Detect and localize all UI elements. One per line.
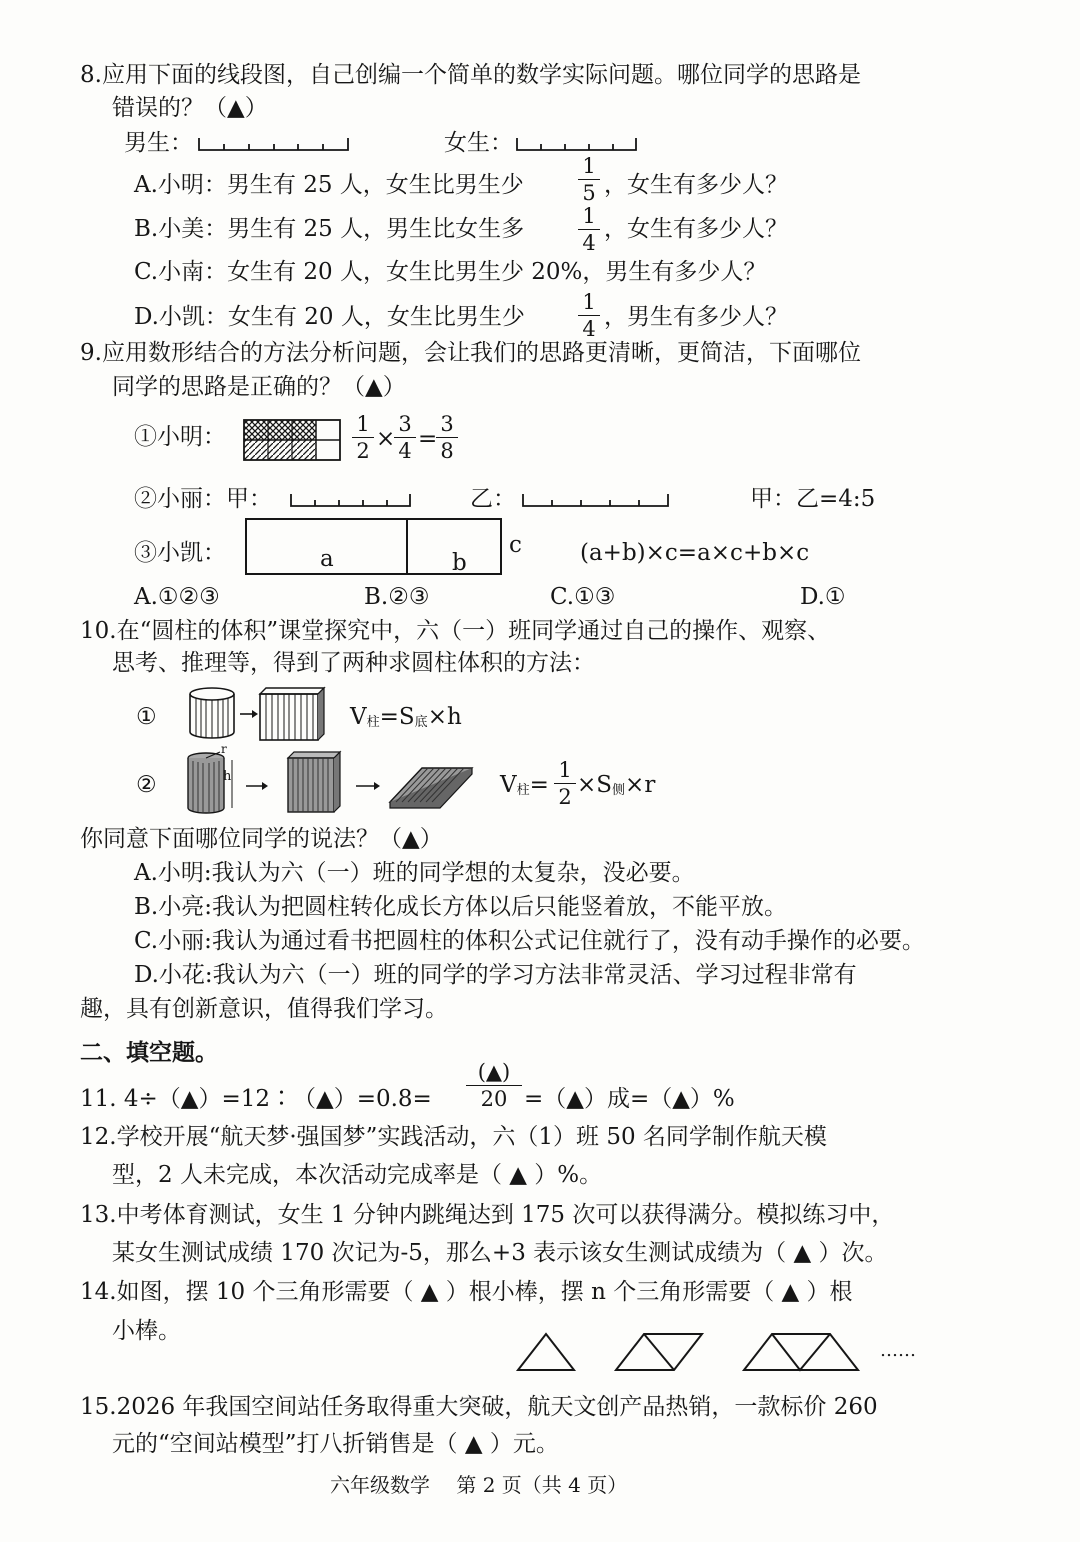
q8-option-b[interactable]: B.小美：男生有 25 人，男生比女生多 — [134, 216, 525, 242]
q10-option-d-line2: 趣，具有创新意识，值得我们学习。 — [80, 996, 448, 1022]
cylinder-height-label: h — [223, 769, 232, 784]
q11-right: =（▲）成=（▲）% — [524, 1086, 735, 1112]
q8-girls-label: 女生： — [444, 130, 513, 156]
q8-stem-line1: 8.应用下面的线段图，自己创编一个简单的数学实际问题。哪位同学的思路是 — [80, 62, 861, 88]
q8-stem-line2: 错误的？（▲） — [112, 95, 268, 121]
page-footer: 六年级数学 第 2 页（共 4 页） — [330, 1473, 628, 1497]
q12-line2: 型，2 人未完成，本次活动完成率是（ ▲ ）%。 — [112, 1162, 603, 1188]
q9-option-a[interactable]: A.①②③ — [134, 584, 220, 610]
q10-method1-formula: V柱=S底×h — [350, 704, 462, 730]
q13-line2: 某女生测试成绩 170 次记为-5，那么+3 表示该女生测试成绩为（ ▲ ）次。 — [112, 1240, 888, 1266]
q10-stem-line1: 10.在“圆柱的体积”课堂探究中，六（一）班同学通过自己的操作、观察、 — [80, 618, 831, 644]
q10-method2-formula-left: V柱= — [500, 772, 549, 798]
li-segment-jia — [290, 490, 412, 508]
ming-equals: = — [418, 426, 438, 452]
q8-option-a-fraction: 1 5 — [578, 154, 600, 205]
q9-ming-label: ①小明： — [134, 424, 226, 450]
q15-line1: 15.2026 年我国空间站任务取得重大突破，航天文创产品热销，一款标价 260 — [80, 1394, 878, 1420]
q11-left: 11. 4÷（▲）=12∶（▲）=0.8= — [80, 1086, 432, 1112]
cylinder-radius-label: r — [221, 742, 227, 756]
triangle-stick-pattern — [516, 1330, 866, 1372]
q8-option-d[interactable]: D.小凯：女生有 20 人，女生比男生少 — [134, 304, 525, 330]
ming-fraction-2: 3 4 — [394, 412, 416, 463]
q9-option-c[interactable]: C.①③ — [550, 584, 616, 610]
q14-ellipsis: …… — [880, 1340, 916, 1361]
q9-li-label: ②小丽：甲： — [134, 486, 272, 512]
q10-option-a[interactable]: A.小明:我认为六（一）班的同学想的太复杂，没必要。 — [134, 860, 695, 886]
q10-method2-formula-right: ×S侧×r — [577, 772, 656, 798]
kai-formula: (a+b)×c=a×c+b×c — [580, 540, 810, 566]
ming-fraction-1: 1 2 — [352, 412, 374, 463]
ming-fraction-grid — [243, 419, 341, 463]
q9-option-d[interactable]: D.① — [800, 584, 846, 610]
boys-segment-diagram — [198, 134, 350, 152]
li-segment-yi — [522, 490, 670, 508]
q14-line2: 小棒。 — [112, 1318, 181, 1344]
kai-label-c: c — [509, 532, 522, 558]
q8-boys-label: 男生： — [124, 130, 193, 156]
q10-method2-number: ② — [136, 772, 157, 798]
q8-option-a-tail: ，女生有多少人？ — [604, 172, 788, 198]
q11-fraction: (▲) 20 — [466, 1060, 522, 1111]
q10-option-c[interactable]: C.小丽:我认为通过看书把圆柱的体积公式记住就行了，没有动手操作的必要。 — [134, 928, 925, 954]
q9-option-b[interactable]: B.②③ — [364, 584, 430, 610]
q8-option-b-tail: ，女生有多少人？ — [604, 216, 788, 242]
q8-option-a[interactable]: A.小明：男生有 25 人，女生比男生少 — [134, 172, 524, 198]
q9-stem-line2: 同学的思路是正确的？（▲） — [112, 374, 406, 400]
q12-line1: 12.学校开展“航天梦·强国梦”实践活动，六（1）班 50 名同学制作航天模 — [80, 1124, 827, 1150]
kai-label-a: a — [320, 546, 334, 572]
q10-question: 你同意下面哪位同学的说法？（▲） — [80, 826, 443, 852]
q13-line1: 13.中考体育测试，女生 1 分钟内跳绳达到 175 次可以获得满分。模拟练习中， — [80, 1202, 895, 1228]
q8-option-d-fraction: 1 4 — [578, 290, 600, 341]
q10-option-d-line1[interactable]: D.小花:我认为六（一）班的同学的学习方法非常灵活、学习过程非常有 — [134, 962, 857, 988]
kai-label-b: b — [452, 550, 467, 576]
q9-stem-line1: 9.应用数形结合的方法分析问题，会让我们的思路更清晰，更简洁，下面哪位 — [80, 340, 861, 366]
q10-stem-line2: 思考、推理等，得到了两种求圆柱体积的方法： — [112, 650, 595, 676]
q8-option-d-tail: ，男生有多少人？ — [604, 304, 788, 330]
q9-li-ratio: 甲：乙=4:5 — [750, 486, 876, 512]
q9-li-yi-label: 乙： — [470, 486, 516, 512]
ming-fraction-3: 3 8 — [436, 412, 458, 463]
q9-kai-label: ③小凯： — [134, 540, 226, 566]
girls-segment-diagram — [516, 134, 638, 152]
q8-option-b-fraction: 1 4 — [578, 204, 600, 255]
ming-times: × — [376, 426, 396, 452]
q10-method1-number: ① — [136, 704, 157, 730]
q14-line1: 14.如图，摆 10 个三角形需要（ ▲ ）根小棒，摆 n 个三角形需要（ ▲ ）根 — [80, 1279, 853, 1305]
section-fill-in-title: 二、填空题。 — [80, 1039, 218, 1066]
q15-line2: 元的“空间站模型”打八折销售是（ ▲ ）元。 — [112, 1431, 559, 1457]
cylinder-to-cuboid-method1 — [188, 686, 334, 742]
q10-option-b[interactable]: B.小亮:我认为把圆柱转化成长方体以后只能竖着放，不能平放。 — [134, 894, 787, 920]
q10-method2-fraction: 1 2 — [554, 758, 576, 809]
q8-option-c[interactable]: C.小南：女生有 20 人，女生比男生少 20%，男生有多少人？ — [134, 259, 767, 285]
